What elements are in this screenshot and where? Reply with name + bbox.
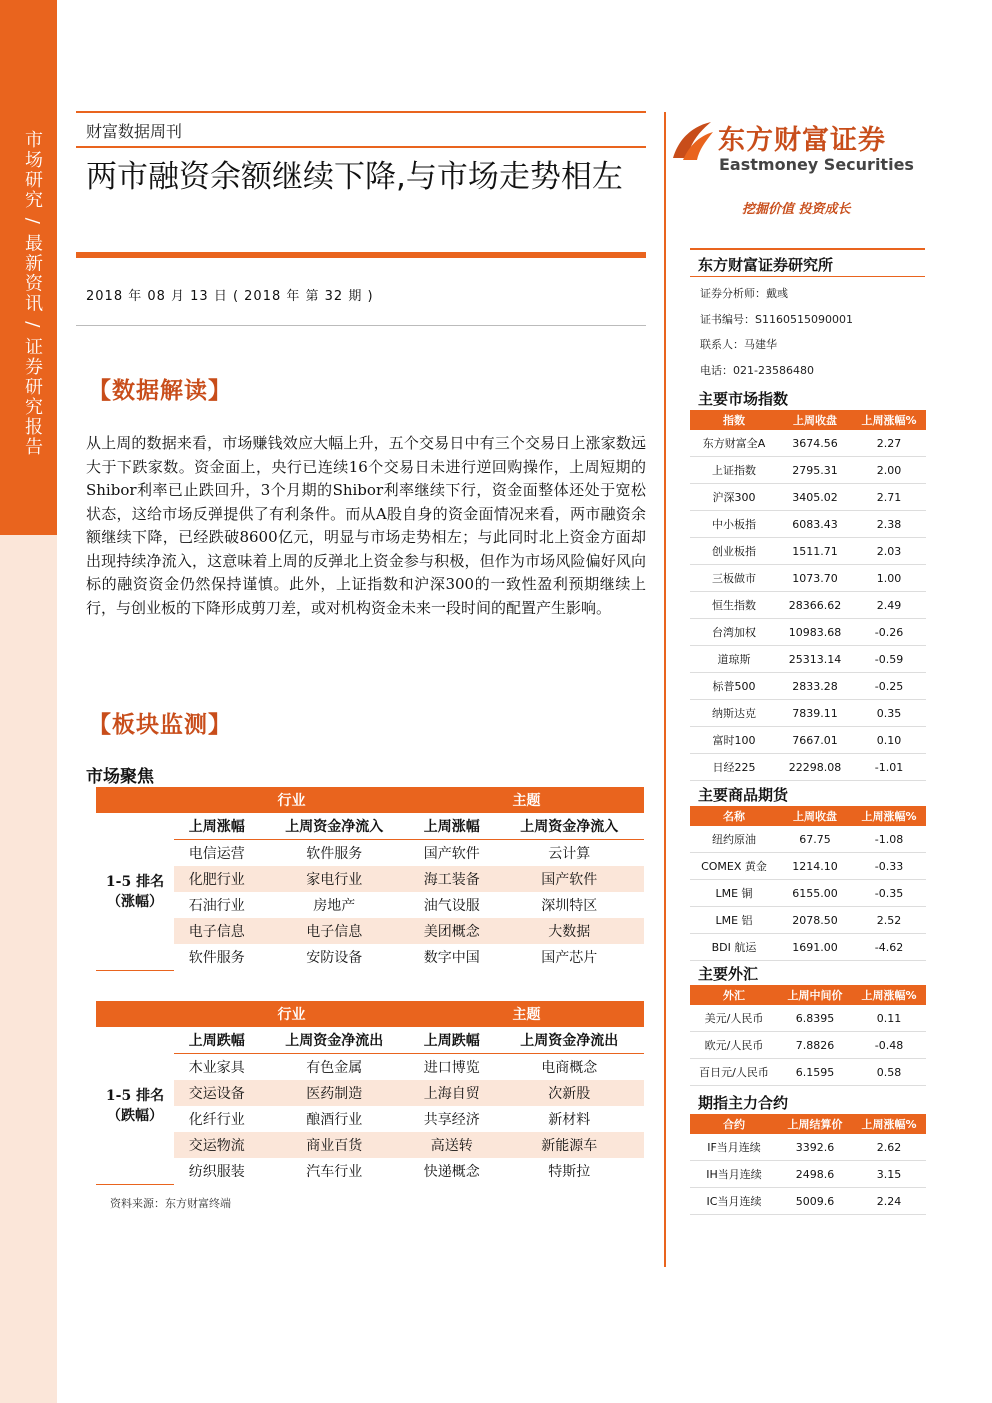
table-row (690, 907, 926, 934)
table-cell: 电信运营 (188, 846, 245, 862)
table-cell: 2.03 (852, 538, 926, 565)
table-cell: 7.8826 (778, 1032, 852, 1059)
interpretation-paragraph: 从上周的数据来看，市场赚钱效应大幅上升，五个交易日中有三个交易日上涨家数远大于下跌家数。资金面上，央行已连续16个交易日未进行逆回购操作，上周短期的Shibor利率已止跌回升，3个月期的Shibor利率继续下行，资金面整体还处于宽松状态，这给市场反弹提供了有利条件。而从A股自身的资金面情况来看，两市融资余额继续下降，已经跌破8600亿元，明显与市场走势相左；与此同时北上资金方面却出现持续净流入，这意味着上周的反弹北上资金参与积极，但作为市场风险偏好风向标的融资资金仍然保持谨慎。此外，上证指数和沪深300的一致性盈利预期继续上行，与创业板的下降形成剪刀差，或对机构资金未来一段时间的配置产生影响。 (86, 434, 646, 617)
table-cell: 汽车行业 (306, 1164, 363, 1180)
table-cell: 0.58 (852, 1059, 926, 1086)
table-cell: 木业家具 (188, 1060, 245, 1076)
table-cell: BDI 航运 (690, 934, 778, 961)
table-cell: 6.1595 (778, 1059, 852, 1086)
table-cell: 家电行业 (259, 866, 409, 892)
table-cell: 1511.71 (778, 538, 852, 565)
report-title: 两市融资余额继续下降,与市场走势相左 (86, 159, 623, 195)
table-cell: 日经225 (690, 754, 778, 781)
table-cell: 10983.68 (778, 619, 852, 646)
table-cell: 油气设服 (423, 898, 480, 914)
table-cell: IC当月连续 (690, 1188, 778, 1215)
table-cell: -0.26 (852, 619, 926, 646)
table-cell: 纽约原油 (690, 826, 778, 853)
table-row (96, 1080, 644, 1106)
table-cell: 国产软件 (494, 866, 644, 892)
table-cell: 创业板指 (690, 538, 778, 565)
futures-table (690, 1114, 926, 1215)
table-cell: 恒生指数 (690, 592, 778, 619)
table-cell: 高送转 (409, 1132, 494, 1158)
table-row (96, 918, 644, 944)
brand-slogan: 挖掘价值 投资成长 (742, 202, 851, 217)
table-row (690, 592, 926, 619)
table-row (690, 1032, 926, 1059)
table-cell: 共享经济 (423, 1112, 480, 1128)
table-cell: IH当月连续 (690, 1161, 778, 1188)
table-cell: 特斯拉 (548, 1164, 591, 1180)
table-row (690, 619, 926, 646)
fx-title: 主要外汇 (698, 965, 759, 983)
table-cell: -4.62 (852, 934, 926, 961)
table-cell: -1.08 (852, 826, 926, 853)
table-cell: 3405.02 (778, 484, 852, 511)
table-row (690, 826, 926, 853)
table-row (690, 511, 926, 538)
table-cell: 电子信息 (259, 918, 409, 944)
column-header: 上周涨幅% (852, 985, 926, 1005)
table-cell: 3392.6 (778, 1134, 852, 1161)
table-row (96, 1054, 644, 1081)
header-rule-thick (76, 252, 646, 258)
table-cell: 富时100 (690, 727, 778, 754)
table-cell: 2.52 (852, 907, 926, 934)
analyst-name: 证券分析师：戴彧 (700, 287, 788, 300)
fx-table (690, 985, 926, 1086)
table-cell: 云计算 (548, 846, 591, 862)
table-row (96, 1132, 644, 1158)
table-cell: 交运设备 (174, 1080, 259, 1106)
table-cell: 国产芯片 (541, 950, 598, 966)
brand-name-cn: 东方财富证券 (718, 125, 886, 156)
table-cell: 2.49 (852, 592, 926, 619)
table-cell: 进口博览 (423, 1060, 480, 1076)
group-theme: 主题 (409, 1001, 644, 1027)
table-cell: 软件服务 (306, 846, 363, 862)
table-cell: 2.38 (852, 511, 926, 538)
phone-number: 电话：021-23586480 (700, 364, 814, 377)
section-title-sector: 【板块监测】 (88, 711, 232, 738)
table-cell: LME 铜 (690, 880, 778, 907)
table-cell: 6155.00 (778, 880, 852, 907)
table-row (690, 484, 926, 511)
table-cell: -0.48 (852, 1032, 926, 1059)
table-cell: 新材料 (548, 1112, 591, 1128)
table-cell: 1214.10 (778, 853, 852, 880)
section-title-interpretation: 【数据解读】 (88, 377, 232, 404)
column-header: 上周中间价 (778, 985, 852, 1005)
corner-cell (96, 787, 174, 813)
table-cell: 石油行业 (188, 898, 245, 914)
column-header: 上周涨幅 (174, 813, 259, 840)
table-cell: 数字中国 (423, 950, 480, 966)
table-cell: 美团概念 (409, 918, 494, 944)
table-cell: 0.35 (852, 700, 926, 727)
table-row (690, 1161, 926, 1188)
rank-label (96, 813, 174, 970)
table-cell: 电子信息 (174, 918, 259, 944)
indices-title: 主要市场指数 (698, 390, 789, 408)
table-row (690, 853, 926, 880)
group-industry: 行业 (174, 1001, 409, 1027)
table-cell: 快递概念 (423, 1164, 480, 1180)
table-cell: 2.00 (852, 457, 926, 484)
table-cell: 2078.50 (778, 907, 852, 934)
table-cell: 22298.08 (778, 754, 852, 781)
table-row (690, 754, 926, 781)
market-focus-heading: 市场聚焦 (86, 767, 154, 787)
rank-label-line1: 1-5 排名 (105, 1088, 165, 1105)
contact-person: 联系人：马建华 (700, 338, 777, 351)
table-cell: 美元/人民币 (690, 1005, 778, 1032)
table-row (690, 880, 926, 907)
table-cell: IF当月连续 (690, 1134, 778, 1161)
table-cell: -0.25 (852, 673, 926, 700)
table-cell: 三板做市 (690, 565, 778, 592)
cert-number: 证书编号：S1160515090001 (700, 313, 853, 326)
table-cell: 新能源车 (494, 1132, 644, 1158)
table-cell: 2833.28 (778, 673, 852, 700)
table-cell: 纺织服装 (188, 1164, 245, 1180)
table-cell: 房地产 (313, 898, 356, 914)
table-row (96, 840, 644, 867)
column-header: 上周结算价 (778, 1114, 852, 1134)
table-row (690, 538, 926, 565)
table-cell: -0.33 (852, 853, 926, 880)
column-header: 上周收盘 (778, 806, 852, 826)
source-note: 资料来源：东方财富终端 (110, 1197, 231, 1210)
table-cell: 2.71 (852, 484, 926, 511)
table-cell: 纳斯达克 (690, 700, 778, 727)
table-cell: 有色金属 (306, 1060, 363, 1076)
table-cell: 次新股 (494, 1080, 644, 1106)
table-cell: -1.01 (852, 754, 926, 781)
table-cell: -0.35 (852, 880, 926, 907)
table-row (690, 457, 926, 484)
column-header: 指数 (690, 410, 778, 430)
table-row (690, 430, 926, 457)
table-cell: 海工装备 (409, 866, 494, 892)
column-divider (664, 112, 666, 1267)
table-row (690, 727, 926, 754)
table-row (690, 565, 926, 592)
column-header: 上周跌幅 (409, 1027, 494, 1054)
table-cell: 2.62 (852, 1134, 926, 1161)
table-cell: 深圳特区 (541, 898, 598, 914)
table-cell: 标普500 (690, 673, 778, 700)
research-rule-bottom (690, 276, 925, 277)
table-cell: 大数据 (494, 918, 644, 944)
table-cell: 0.10 (852, 727, 926, 754)
research-rule-top (690, 248, 925, 250)
publication-name: 财富数据周刊 (86, 122, 183, 141)
column-header: 合约 (690, 1114, 778, 1134)
corner-cell (96, 1001, 174, 1027)
table-cell: 沪深300 (690, 484, 778, 511)
table-cell: 1691.00 (778, 934, 852, 961)
column-header: 上周跌幅 (174, 1027, 259, 1054)
sector-up-table (96, 787, 644, 971)
table-cell: 化纤行业 (188, 1112, 245, 1128)
group-industry: 行业 (174, 787, 409, 813)
rank-label (96, 1027, 174, 1184)
table-row (690, 934, 926, 961)
table-row (96, 866, 644, 892)
table-cell: 25313.14 (778, 646, 852, 673)
rank-label-line1: 1-5 排名 (105, 874, 165, 891)
table-cell: 国产软件 (423, 846, 480, 862)
table-cell: 7667.01 (778, 727, 852, 754)
column-header: 上周涨幅% (852, 806, 926, 826)
table-cell: 交运物流 (174, 1132, 259, 1158)
table-cell: 中小板指 (690, 511, 778, 538)
table-row (690, 1059, 926, 1086)
issue-date: 2018 年 08 月 13 日 ( 2018 年 第 32 期 ) (86, 289, 374, 304)
table-cell: 2.27 (852, 430, 926, 457)
table-cell: 台湾加权 (690, 619, 778, 646)
table-cell: 3674.56 (778, 430, 852, 457)
commodities-title: 主要商品期货 (698, 786, 789, 804)
table-cell: LME 铝 (690, 907, 778, 934)
header-rule-mid (76, 146, 646, 148)
table-cell: 道琼斯 (690, 646, 778, 673)
header-rule-top (76, 111, 646, 113)
table-cell: 2498.6 (778, 1161, 852, 1188)
table-cell: 0.11 (852, 1005, 926, 1032)
table-cell: 2795.31 (778, 457, 852, 484)
table-cell: 3.15 (852, 1161, 926, 1188)
table-row (96, 1106, 644, 1132)
table-row (690, 646, 926, 673)
table-cell: 软件服务 (188, 950, 245, 966)
column-header: 上周涨幅% (852, 1114, 926, 1134)
research-institute: 东方财富证券研究所 (698, 256, 834, 274)
table-cell: 2.24 (852, 1188, 926, 1215)
column-header: 上周资金净流入 (494, 813, 644, 840)
table-cell: COMEX 黄金 (690, 853, 778, 880)
eastmoney-logo-icon (669, 118, 715, 164)
rank-label-line2: （涨幅） (107, 894, 163, 911)
column-header: 外汇 (690, 985, 778, 1005)
table-cell: 1.00 (852, 565, 926, 592)
table-cell: 化肥行业 (174, 866, 259, 892)
table-row (690, 1005, 926, 1032)
sector-down-table (96, 1001, 644, 1185)
table-cell: 7839.11 (778, 700, 852, 727)
column-header: 上周资金净流出 (259, 1027, 409, 1054)
sidebar-band (0, 0, 57, 1403)
table-row (690, 1134, 926, 1161)
column-header: 上周资金净流出 (494, 1027, 644, 1054)
table-cell: 百日元/人民币 (690, 1059, 778, 1086)
table-cell: 电商概念 (541, 1060, 598, 1076)
table-cell: 安防设备 (306, 950, 363, 966)
column-header: 上周涨幅 (409, 813, 494, 840)
column-header: 上周资金净流入 (259, 813, 409, 840)
table-cell: 6083.43 (778, 511, 852, 538)
indices-table (690, 410, 926, 781)
table-cell: 东方财富全A (690, 430, 778, 457)
table-cell: 6.8395 (778, 1005, 852, 1032)
table-cell: 28366.62 (778, 592, 852, 619)
table-row (96, 944, 644, 970)
sidebar-label: 市场研究 / 最新资讯 / 证券研究报告 (22, 130, 43, 458)
table-cell: 上证指数 (690, 457, 778, 484)
table-cell: 欧元/人民币 (690, 1032, 778, 1059)
table-cell: 酿酒行业 (306, 1112, 363, 1128)
brand-name-en: Eastmoney Securities (719, 155, 914, 174)
table-cell: 67.75 (778, 826, 852, 853)
column-header: 上周涨幅% (852, 410, 926, 430)
divider (76, 325, 646, 326)
commodities-table (690, 806, 926, 961)
table-row (690, 1188, 926, 1215)
table-cell: 上海自贸 (409, 1080, 494, 1106)
table-row (690, 673, 926, 700)
table-cell: 1073.70 (778, 565, 852, 592)
table-cell: -0.59 (852, 646, 926, 673)
table-cell: 5009.6 (778, 1188, 852, 1215)
table-row (690, 700, 926, 727)
futures-title: 期指主力合约 (698, 1094, 789, 1112)
table-cell: 医药制造 (259, 1080, 409, 1106)
rank-label-line2: （跌幅） (107, 1108, 163, 1125)
table-cell: 商业百货 (259, 1132, 409, 1158)
table-row (96, 892, 644, 918)
column-header: 名称 (690, 806, 778, 826)
group-theme: 主题 (409, 787, 644, 813)
table-row (96, 1158, 644, 1184)
column-header: 上周收盘 (778, 410, 852, 430)
